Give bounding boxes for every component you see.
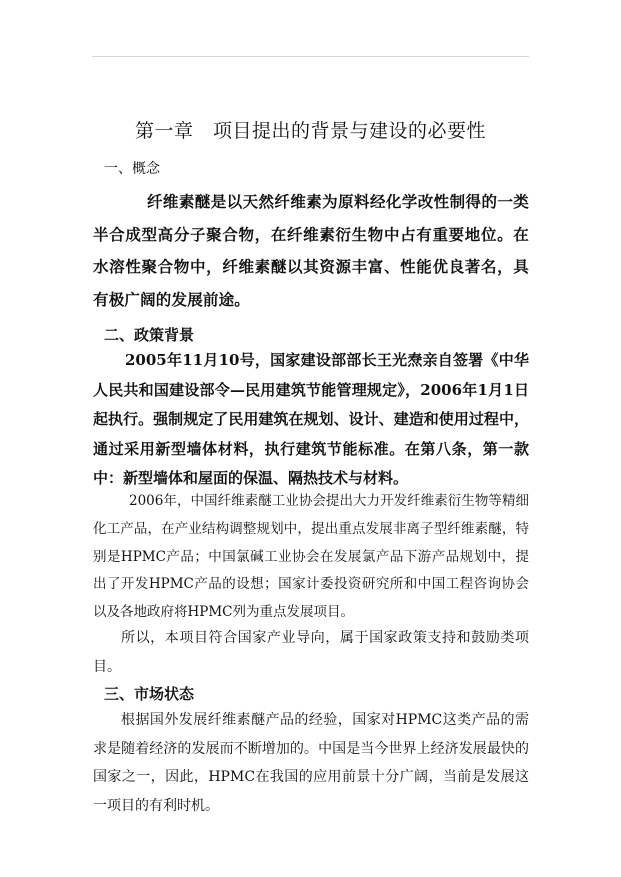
paragraph-concept: 纤维素醚是以天然纤维素为原料经化学改性制得的一类半合成型高分子聚合物，在纤维素衍生物中占有重要地位。在水溶性聚合物中，纤维素醚以其资源丰富、性能优良著名，具有极广阔的发展前途。 [93, 193, 529, 310]
paragraph-market: 根据国外发展纤维素醚产品的经验，国家对HPMC这类产品的需求是随着经济的发展而不断增加的。中国是当今世界上经济发展最快的国家之一，因此，HPMC在我国的应用前景十分广阔，当前是发展这一项目的有利时机。 [93, 712, 529, 815]
paragraph-policy-2: 2006年，中国纤维素醚工业协会提出大力开发纤维素衍生物等精细化工产品，在产业结构调整规划中，提出重点发展非离子型纤维素醚，特别是HPMC产品；中国氯碱工业协会在发展氯产品下游产品规划中，提出了开发HPMC产品的设想；国家计委投资研究所和中国工程咨询协会以及各地政府将HPMC列为重点发展项目。 [93, 493, 529, 621]
section-heading-policy: 二、政策背景 [104, 326, 195, 344]
paragraph-policy-3: 所以，本项目符合国家产业导向，属于国家政策支持和鼓励类项目。 [93, 630, 529, 675]
paragraph-policy-1: 2005年11月10号，国家建设部部长王光焘亲自签署《中华人民共和国建设部令—民用建筑节能管理规定》，2006年1月1日起执行。强制规定了民用建筑在规划、设计、建造和使用过程中，通过采用新型墙体材料，执行建筑节能标准。在第八条，第一款中：新型墙体和屋面的保温、隔热技术与材料。 [93, 351, 529, 488]
header-rule [92, 56, 529, 57]
section-heading-market: 三、市场状态 [104, 685, 195, 703]
section-heading-concept: 一、概念 [104, 161, 160, 177]
chapter-title: 第一章 项目提出的背景与建设的必要性 [134, 120, 486, 142]
